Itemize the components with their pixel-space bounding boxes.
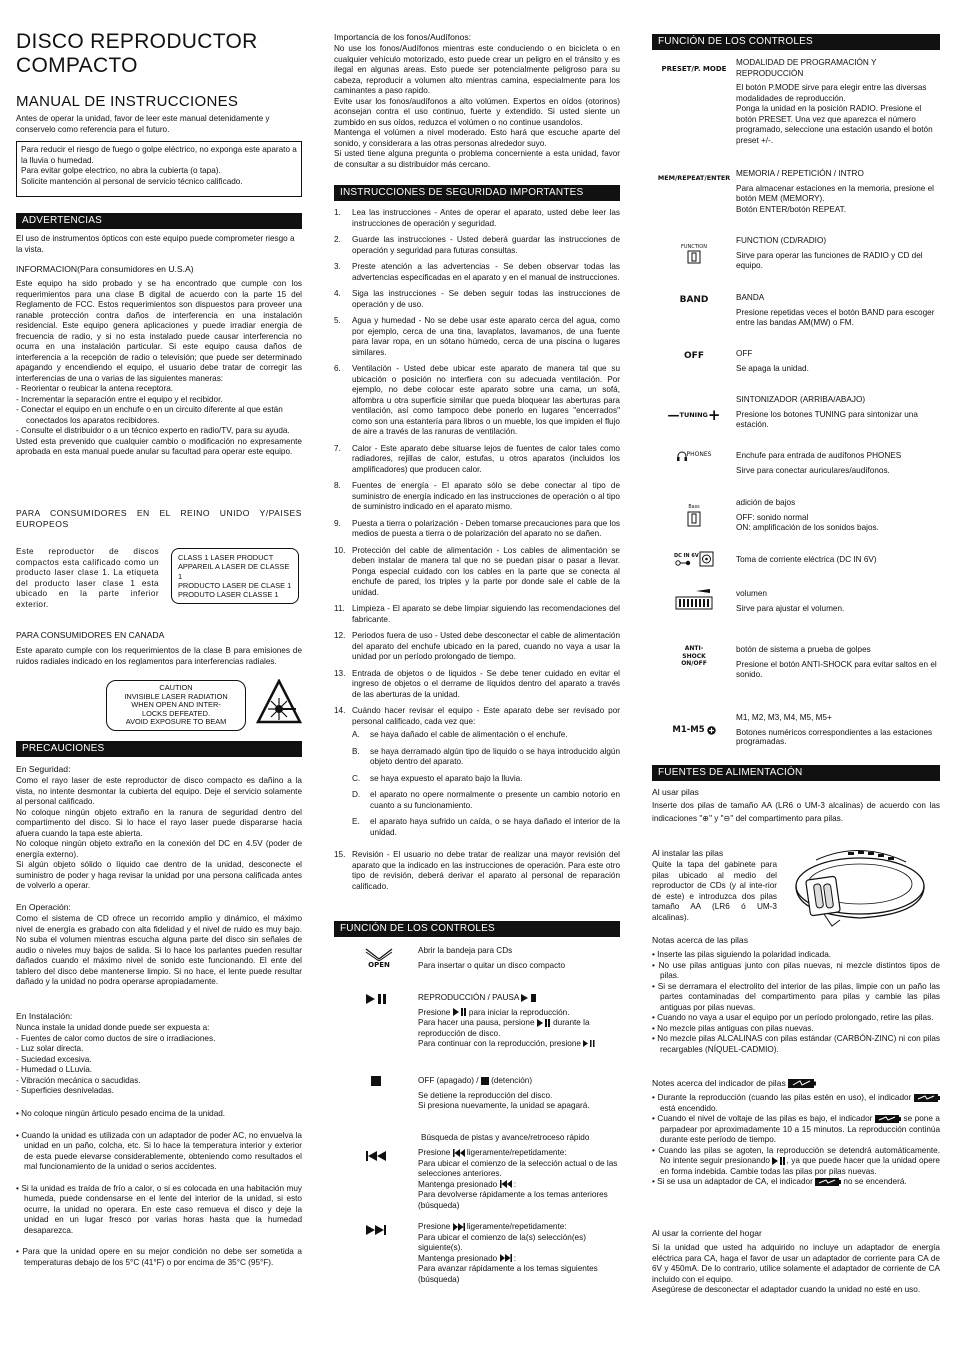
seguridad-text: Como el rayo laser de este reproductor de disco compacto es dañino a la vista, no intente desmontar la cubierta del equipo. Deje el servicio solamente al personal calificado. No coloque ningún objeto extraño en la ranura de seguridad dentro del compartimento del disco. Si lo hace el rayo laser puede dispararse hacia afuera cuando la tapa este abierta. No coloque ningún objeto extraño en la conexión del DC en 4.5V (poder de energía externo). Si algún objeto sólido o líquido cae dentro de la unidad, desconecte el suministro de poder y haga revisar la unidad por una persona calificada antes de volverlo a operar. <box>16 776 302 890</box>
tuning-label: TUNING <box>679 411 708 420</box>
control-text <box>418 1076 620 1112</box>
headphones-icon <box>677 451 687 461</box>
control-row-band <box>652 293 940 329</box>
open-icon <box>364 947 394 961</box>
caution-line: LOCKS DEFEATED. <box>141 708 211 718</box>
control-desc: Presione ligeramente/repetidamente: <box>418 1148 567 1157</box>
caution-line: INVISIBLE LASER RADIATION <box>124 691 228 701</box>
notas-list <box>652 950 940 1055</box>
control-row-volume <box>652 589 940 614</box>
bass-icon-wrap <box>652 498 736 534</box>
warning-line: Solicite mantención al personal de servicio técnico calificado. <box>21 176 243 186</box>
info-text: Este equipo ha sido probado y se ha encontrado que cumple con los requerimientos para una clase B digital de acuerdo con la parte 15 del Reglamento de FCC. Estos requerimientos son dispuestos para proveer una ranable protección contra daños de interferencia en una instalación residencial. Este equipo genera aplicaciones y puede irradiar energia de frecuencia de radio, y si no esta instalado puede causar interferencia no ocurra en una instalación particular. Si este equipo causa daños de interferencia a la recepción de radio o televisión; que puede ser determinado apagando y encendiendo el equipo, el usuario debe tratar de corregir las interferencias de una o varias de las siguientes maneras: <box>16 279 302 383</box>
fonos-heading: Importancia de los fonos/Audífonos: <box>334 32 472 42</box>
control-heading: OFF (apagado) / (detención) <box>418 1076 533 1085</box>
control-desc: Presione los botones TUNING para sintonizar una estación. <box>736 409 918 429</box>
off-icon: OFF <box>684 351 704 361</box>
play-pause-small-icon <box>521 994 537 1002</box>
document-title <box>16 30 302 78</box>
control-row-phones <box>652 451 940 476</box>
control-row-off <box>652 349 940 374</box>
safety-list <box>334 208 620 898</box>
battery-indicator-icon <box>914 1094 940 1102</box>
control-text <box>418 1222 620 1285</box>
control-row-function <box>652 236 940 272</box>
list-item: 5. Agua y humedad - No se debe usar este aparato cerca del agua, como por ejemplo, cerca de una tina, lavaplatos, lavamanos, de una fuente para lavar ropa, en un sótano húmedo, cerca de una piscina o lugares similares. <box>334 316 620 357</box>
section-header-alimentacion: FUENTES DE ALIMENTACIÓN <box>652 765 940 781</box>
bass-label: Bass <box>688 504 700 510</box>
list-item: B. se haya derramado algún tipo de liquido o se haya introducido algún objeto dentro del aparato. <box>352 746 620 766</box>
operacion-heading: En Operación: <box>16 902 71 912</box>
list-item: 14. Cuándo hacer revisar el equipo - Este aparato debe ser revisado por personal calificado, cada vez que: A. se haya dañado el cable de alimentación o el enchufe. B. se haya derramado algún tipo de liquido o se haya introducido algún objeto dentro del aparato. C. se haya expuesto el aparato bajo la lluvia. D. el aparato no opere normalmente o presente un cambio notorio en cuanto a su funcionamiento. E. el aparato haya sufrido un caída, o se haya dañado el interior de la unidad. <box>334 706 620 837</box>
control-desc: Para ubicar el comienzo de la selección actual o de las selecciones anteriores. <box>418 1158 618 1178</box>
control-desc: Presione repetidas veces el botón BAND para escoger entre las bandas AM(MW) o FM. <box>736 307 935 327</box>
control-text <box>418 1148 620 1211</box>
dc-in-label: DC IN 6V <box>674 553 699 559</box>
section-header-seguridad: INSTRUCCIONES DE SEGURIDAD IMPORTANTES <box>334 185 620 201</box>
list-item: • Cuando no vaya a usar el equipo por un período prolongado, retire las pilas. <box>652 1013 934 1022</box>
control-desc: Botones numéricos correspondientes a las estaciones programadas. <box>736 727 933 746</box>
control-text <box>736 349 940 374</box>
hogar-heading: Al usar la corriente del hogar <box>652 1228 762 1238</box>
control-desc: Para devolverse rápidamente a los temas anteriores (búsqueda) <box>418 1190 608 1210</box>
indicador-list <box>652 1093 940 1188</box>
open-icon-wrap <box>334 946 418 971</box>
list-item: 9. Puesta a tierra o polarización - Deben tomarse precauciones para que los medios de puesta a tierra o de polarización del aparato no se dañen. <box>334 518 620 538</box>
control-desc: Se detiene la reproducción del disco. Si presiona nuevamente, la unidad se apagará. <box>418 1090 590 1110</box>
fonos-text: No use los fonos/Audífonos mientras este conduciendo o en bicicleta o en cualquier vehículo motorizado, esto puede crear un peligro en el tránsito y es ilegal en algunas areas. Esto puede ser potencialmente peligroso para su cabeza, reproducir a volumen alto mientras camina, especialmente para los caminantes a paso rapido. Evite usar los fonos/audífonos a alto volúmen. Expertos en oídos (otorinos) aconsejan contra el uso continuo, fuerte y extendido. Si usted siente un zumbido en sus oídos, reduzca el volúmen o no continue usandolos. Mantenga el volúmen a nivel moderado. Esto hará que escuche aparte del sonido, y considerara a las otras personas alrededor suyo. Si usted tiene alguna pregunta o problema concerniente a esta unidad, favor de consultar a su distribuidor más cercano. <box>334 44 620 169</box>
list-item: • No use pilas antiguas junto con pilas nuevas, ni mezcle distintos tipos de pilas. <box>652 960 940 980</box>
dc-in-icon <box>674 549 714 569</box>
label-line: APPAREIL A LASER DE CLASSE 1 <box>178 562 290 581</box>
skip-back-icon <box>366 1151 386 1161</box>
class1-laser-label <box>171 548 299 604</box>
control-desc: Presione el botón ANTI-SHOCK para evitar saltos en el sonido. <box>736 659 937 679</box>
interference-list <box>16 384 302 437</box>
list-item: • Para que la unidad opere en su mejor condición no debe ser sometida a temperaturas debajo de los 5°C (41°F) o por encima de 35°C (95°F). <box>16 1247 302 1267</box>
prev-icon-wrap <box>334 1148 418 1211</box>
volume-wheel-icon <box>674 589 714 611</box>
instalacion-block <box>16 1023 302 1097</box>
control-row-next <box>334 1222 620 1285</box>
control-row-preset <box>652 58 940 146</box>
control-text <box>418 993 620 1050</box>
section-header-funcion-2: FUNCIÓN DE LOS CONTROLES <box>652 34 940 50</box>
control-text <box>418 946 620 971</box>
list-item: 13. Entrada de objetos o de liquidos - Se debe tener cuidado en evitar el ingreso de objetos o el derrame de líquidos dentro del aparato a través de las aberturas de la unidad. <box>334 668 620 699</box>
control-heading: Abrir la bandeja para CDs <box>418 946 513 955</box>
control-heading: OFF <box>736 349 753 358</box>
antishock-icon-wrap <box>652 645 736 681</box>
play-pause-icon-wrap <box>334 993 418 1050</box>
plus-circle-icon <box>707 726 716 735</box>
list-item: 12. Periodos fuera de uso - Usted debe desconectar el cable de alimentación del aparato del enchufe ubicado en la pared, cuando no vaya a usar la unidad por un período prolongado de tiempo. <box>334 631 620 661</box>
function-switch-icon <box>687 250 701 264</box>
list-item: 15. Revisión - El usuario no debe tratar de realizar una mayor revisión del aparato que la indicado en las instrucciones de operación. Para este otro tipo de revisión, deberá derivar el aparato al personal de reparación calificado. <box>334 850 620 891</box>
bass-switch-icon <box>687 511 701 527</box>
control-row-bass <box>652 498 940 534</box>
volume-icon-wrap <box>652 589 736 614</box>
control-desc: Sirve para ajustar el volumen. <box>736 603 845 613</box>
list-item: • Si se derramara el electrolito del interior de las pilas, limpie con un paño las partes contaminadas del compartimento para pilas y cambie las pilas antiguas por pilas nuevas. <box>652 981 940 1012</box>
list-item: 2. Guarde las instrucciones - Usted deberá guardar las instrucciones de operación y seguridad para futuras consultas. <box>334 235 620 255</box>
control-row-prev <box>334 1148 620 1211</box>
manual-title: MANUAL DE INSTRUCCIONES <box>16 93 239 110</box>
list-item: 4. Siga las instrucciones - Se deben seguir todas las instrucciones de operación y de uso. <box>334 289 620 309</box>
title-line-1: DISCO REPRODUCTOR <box>16 30 258 53</box>
control-desc: Presione ligeramente/repetidamente: <box>418 1222 567 1231</box>
control-text <box>736 589 940 614</box>
list-item: • Si la unidad es traída de frío a calor, o si es colocada en una habitación muy humeda, puede condensarse en el lente del interior de la unidad, si esto ocurre, la unidad no operara. En este caso remueva el disco y deje la unidad en un lugar fresco por varias horas hasta que la humedad desaparezca. <box>16 1183 302 1235</box>
control-heading: Toma de corriente eléctrica (DC IN 6V) <box>736 555 877 564</box>
laser-warning-icon <box>256 679 302 725</box>
label-line: PRODUTO LASER CLASSE 1 <box>178 590 279 599</box>
control-row-play <box>334 993 620 1050</box>
next-icon-wrap <box>334 1222 418 1285</box>
caution-line: WHEN OPEN AND INTER- <box>131 700 221 710</box>
battery-indicator-icon <box>788 1079 816 1088</box>
info-block <box>16 279 302 458</box>
function-label: FUNCTION <box>681 243 707 250</box>
control-row-memory-buttons <box>652 713 940 746</box>
list-item: - Luz solar directa. <box>16 1044 84 1053</box>
canada-text: Este aparato cumple con los requerimientos de la clase B para emisiones de ruidos radiales indicado en los reglamentos para interferencias radiales. <box>16 646 302 666</box>
mem-icon: MEM/REPEAT/ENTER <box>657 174 731 182</box>
list-item: 7. Calor - Este aparato debe situarse lejos de fuentes de calor tales como radiadores, rejillas de calor, estufas, u otros aparatos (incluidos los amplificadores) que producen calor. <box>334 443 620 474</box>
control-text <box>736 549 940 570</box>
list-item: 11. Limpieza - El aparato se debe limpiar siguiendo las recomendaciones del fabricante. <box>334 604 620 624</box>
caution-line: CAUTION <box>159 683 193 692</box>
list-item: - Conectar el equipo en un enchufe o en un circuito diferente al que están conectados los aparatos recibidores. <box>16 405 283 425</box>
control-heading: FUNCTION (CD/RADIO) <box>736 236 827 245</box>
control-row-tuning <box>652 395 940 431</box>
control-text <box>736 395 940 431</box>
control-heading: botón de sistema a prueba de golpes <box>736 645 871 654</box>
control-desc: Para ubicar el comienzo de la(s) selección(es) siguiente(s). <box>418 1232 586 1252</box>
intro-text: Antes de operar la unidad, favor de leer este manual detenidamente y conservelo como referencia para el futuro. <box>16 114 270 134</box>
play-pause-icon <box>365 993 387 1005</box>
caution-label <box>106 680 246 731</box>
control-desc: Para hacer una pausa, persione durante la reproducción de disco. <box>418 1018 590 1038</box>
control-heading: MEMORIA / REPETICIÓN / INTRO <box>736 169 864 178</box>
indicador-heading: Notes acerca del indicador de pilas <box>652 1078 940 1089</box>
control-heading: MODALIDAD DE PROGRAMACIÓN Y REPRODUCCIÓN <box>736 58 877 78</box>
section-header-precauciones: PRECAUCIONES <box>16 741 302 757</box>
m1-m5-icon-wrap <box>652 713 736 746</box>
pilas-heading: Al usar pilas <box>652 787 699 797</box>
control-row-stop <box>334 1076 620 1112</box>
operacion-text: Como el sistema de CD ofrece un recorrido amplio y dinámico, el máximo nivel de energía es grabado con alta fidelidad y el nivel de ruido es muy bajo. No suba el volumen mientras escucha alguna parte del disco sin señales de audio o niveles muy bajos de salida. Si lo hace los parlantes pueden resultar dañados cuando el máximo nivel de sonido este funcionando. El ente del tablero del disco debe mantenerse limpio. Si no hace, el lente puede resultar dañado y la unidad no podra operarse apropiadamente. <box>16 914 302 986</box>
control-desc: Para insertar o quitar un disco compacto <box>418 960 565 970</box>
control-text <box>736 58 940 146</box>
list-item: - Incrementar la separación entre el equipo y el recibidor. <box>16 394 223 404</box>
list-item: • Inserte las pilas siguiendo la polaridad indicada. <box>652 950 832 959</box>
control-text <box>736 713 940 746</box>
list-item: - Consulte el distribuidor o a un técnico experto en radio/TV, para su ayuda. <box>16 426 290 435</box>
tuning-icon-wrap <box>652 395 736 431</box>
list-item: - Reorientar o reubicar la antena receptora. <box>16 384 174 393</box>
control-heading: Enchufe para entrada de audífonos PHONES <box>736 451 902 460</box>
control-text <box>736 236 940 272</box>
control-row-open <box>334 946 620 971</box>
control-text <box>736 169 940 215</box>
list-item: 6. Ventilación - Usted debe ubicar este aparato de manera tal que su ubicación o posición no interfiera con su adecuada ventilación. Por ejemplo, no debe colocar este aparato sobre una cama, un sofá, alfombra u otra superficie similar que pueda bloquear las aberturas para ventilación, así como tampoco debe ponerlo en lugares "encerrados" como son una estantería para libros o un mueble, los que impiden el flujo de aire a través de las ranuras de ventilación. <box>334 364 620 436</box>
list-item: E. el aparato haya sufrido un caída, o se haya dañado el interior de la unidad. <box>352 817 620 837</box>
instalar-text: Quite la tapa del gabinete para pilas ubicado al medio del reproductor de CDs (y al inte-rior de este) e introduzca dos pilas tamaño AA (LR6 ó UM-3 alcalinas). <box>652 860 777 922</box>
title-line-2: COMPACTO <box>16 54 138 77</box>
control-desc: Para almacenar estaciones en la memoria, presione el botón MEM (MEMORY). Botón ENTER/botón REPEAT. <box>736 183 934 214</box>
section-header-funcion: FUNCIÓN DE LOS CONTROLES <box>334 921 620 937</box>
caution-line: AVOID EXPOSURE TO BEAM <box>125 717 227 727</box>
uk-heading: PARA CONSUMIDORES EN EL REINO UNIDO Y/PAISES EUROPEOS <box>16 508 302 529</box>
battery-indicator-icon <box>875 1115 901 1123</box>
control-desc: Sirve para conectar auriculares/audífonos. <box>736 465 890 475</box>
control-text <box>736 293 940 329</box>
control-text <box>736 645 940 681</box>
list-item: • No mezcle pilas ALCALINAS con pilas estándar (CARBÓN-ZINC) ni con pilas recargables (NÍQUEL-CADMIO). <box>652 1034 940 1054</box>
tuning-plus-icon: + <box>707 405 721 424</box>
list-item: • Cuando las pilas se agoten, la reproducción se detendrá automáticamente. No intente seguir presionando , ya que puede hacer que la unidad opere en forma indebida. Cambie todas las pilas por pilas nuevas. <box>652 1145 940 1176</box>
skip-forward-small-icon <box>453 1223 465 1231</box>
play-pause-small-icon <box>583 1040 595 1047</box>
notas-heading: Notas acerca de las pilas <box>652 935 749 945</box>
cd-player-battery-illustration <box>788 830 928 928</box>
control-desc: OFF: sonido normal ON: amplificación de los sonidos bajos. <box>736 512 879 532</box>
control-desc: Sirve para operar las funciones de RADIO y CD del equipo. <box>736 250 923 270</box>
play-pause-small-icon <box>772 1157 786 1165</box>
list-item: - Humedad o LLuvia. <box>16 1065 93 1074</box>
list-item: • Cuando la unidad es utilizada con un adaptador de poder AC, no envuelva la unidad en un paño, colcha, etc. Si lo hace la temperatura interior y exterior de esta puede elevarse considerablemente, obteniendo como resultados el mal funcionamiento de la unidad o serios accidentes. <box>16 1130 302 1171</box>
hogar-text: Si la unidad que usted ha adquirido no incluye un adaptador de energía eléctrica para CA, haga el favor de usar un adaptador de corriente para CA de 6V y 450mA. De lo contrario, utilice solamente el adaptador de corriente de CA incluido con el equipo. Asegúrese de desconectar el adaptador cuando la unidad no esté en uso. <box>652 1243 940 1294</box>
control-heading: BANDA <box>736 293 765 302</box>
control-heading: SINTONIZADOR (ARRIBA/ABAJO) <box>736 395 866 404</box>
pilas-text: Inserte dos pilas de tamaño AA (LR6 o UM-3 alcalinas) de acuerdo con las indicaciones "⊕" y "⊖" del compartimento para pilas. <box>652 801 940 824</box>
dc-in-icon-wrap <box>652 549 736 570</box>
stop-icon-wrap <box>334 1076 418 1112</box>
warning-line: Para evitar golpe electrico, no abra la cubierta (o tapa). <box>21 166 221 175</box>
list-item: - Suciedad excesiva. <box>16 1054 92 1064</box>
list-item: • No coloque ningún árticulo pesado encima de la unidad. <box>16 1109 226 1118</box>
seguridad-heading: En Seguridad: <box>16 764 71 774</box>
skip-forward-small-icon <box>500 1254 512 1262</box>
list-item: • Durante la reproducción (cuando las pilas estén en uso), el indicador está encendido. <box>652 1093 940 1114</box>
label-line: CLASS 1 LASER PRODUCT <box>178 553 274 562</box>
control-row-mem <box>652 169 940 215</box>
stop-small-icon <box>481 1077 489 1085</box>
list-item: • Cuando el nivel de voltaje de las pilas es bajo, el indicador se pone a parpadear por aproximadamente 10 a 15 minutos. La reproducción continúa durante este período de tiempo. <box>652 1114 940 1144</box>
instalar-heading: Al instalar las pilas <box>652 848 724 858</box>
control-desc: Presione para iniciar la reproducción. <box>418 1007 570 1017</box>
control-heading: M1, M2, M3, M4, M5, M5+ <box>736 713 832 722</box>
control-heading: adición de bajos <box>736 498 796 507</box>
function-icon-wrap <box>652 236 736 272</box>
list-item: - Vibración mecánica o sacudidas. <box>16 1075 141 1085</box>
list-item: D. el aparato no opere normalmente o presente un cambio notorio en cuanto a su funcionamiento. <box>352 790 620 810</box>
warning-box <box>16 141 302 197</box>
closing-text: Usted esta prevenido que cualquier cambio o modificación no expresamente aprobada en esta manual puede anular su facultad para operar este equipo. <box>16 436 302 456</box>
canada-heading: PARA CONSUMIDORES EN CANADA <box>16 630 165 640</box>
control-text <box>736 498 940 534</box>
precauciones-bullets <box>16 1109 302 1268</box>
instalacion-intro: Nunca instale la unidad donde puede ser expuesta a: <box>16 1023 210 1032</box>
list-item: - Superficies desniveladas. <box>16 1086 114 1095</box>
battery-indicator-icon <box>815 1178 841 1186</box>
control-heading: REPRODUCCIÓN / PAUSA <box>418 993 620 1004</box>
control-desc: Para avanzar rápidamente a los temas siguientes (búsqueda) <box>418 1264 598 1284</box>
section-header-advertencias: ADVERTENCIAS <box>16 213 302 229</box>
control-desc: Se apaga la unidad. <box>736 363 809 373</box>
info-heading: INFORMACION(Para consumidores en U.S.A) <box>16 264 194 274</box>
control-heading: volumen <box>736 589 767 598</box>
list-item: - Fuentes de calor como ductos de sire o irradiaciones. <box>16 1033 216 1043</box>
antishock-icon: ANTI-SHOCK ON/OFF <box>681 645 707 668</box>
preset-icon: PRESET/P. MODE <box>661 65 727 73</box>
m1-m5-label: M1-M5 <box>672 725 705 736</box>
control-row-antishock <box>652 645 940 681</box>
list-item: • No mezcle pilas antiguas con pilas nuevas. <box>652 1023 814 1033</box>
uk-text: Este reproductor de discos compactos esta calificado como un producto laser clase 1. La etiqueta del producto laser clase 1 esta ubicado en la parte inferior exterior. <box>16 547 159 609</box>
control-desc: Para continuar con la reproducción, presione <box>418 1039 620 1050</box>
phones-label: PHONES <box>686 451 712 458</box>
list-item: 8. Fuentes de energía - El aparato sólo se debe conectar al tipo de suministro de energía indicado en las instrucciones de operación o al tipo de suministro indicado en el aparato mismo. <box>334 481 620 511</box>
control-row-dcin <box>652 549 940 570</box>
control-desc: Mantenga presionado : <box>418 1179 517 1189</box>
list-item: 10. Protección del cable de alimentación - Los cables de alimentación se deben instalar de manera tal que no se puedan pisar o pasar a llevar. Ponga especial cuidado con los cables en la parte que se conecta al enchufe de pared, los triples y la parte por donde sale el cable de la unidad. <box>334 545 620 597</box>
warning-line: Para reducir el riesgo de fuego o golpe eléctrico, no exponga este aparato a la lluvia o humedad. <box>21 145 297 165</box>
skip-heading: Búsqueda de pistas y avance/retroceso rápido <box>421 1133 590 1142</box>
label-line: PRODUCTO LASER DE CLASE 1 <box>178 580 292 590</box>
list-item: 3. Preste atención a las advertencias - Se deben observar todas las advertencias especificadas en el aparato y en el manual de instrucciones. <box>334 262 620 282</box>
control-desc: Mantenga presionado : <box>418 1253 517 1263</box>
control-text <box>736 451 940 476</box>
subitem-list <box>352 730 620 838</box>
list-item: 1. Lea las instrucciones - Antes de operar el aparato, usted debe leer las instrucciones de operación y seguridad. <box>334 208 620 228</box>
stop-icon <box>371 1076 381 1086</box>
phones-icon-wrap <box>652 451 736 476</box>
tuning-minus-icon: — <box>667 407 680 422</box>
skip-back-small-icon <box>500 1180 512 1188</box>
play-pause-small-icon <box>537 1019 551 1027</box>
list-item: C. se haya expuesto el aparato bajo la lluvia. <box>352 773 523 783</box>
instalacion-heading: En Instalación: <box>16 1011 73 1021</box>
instalacion-list <box>16 1034 302 1097</box>
skip-forward-icon <box>366 1225 386 1235</box>
band-icon: BAND <box>679 295 709 305</box>
play-pause-small-icon <box>453 1008 467 1016</box>
control-desc: El botón P.MODE sirve para elegir entre las diversas modalidades de reproducción. Ponga la unidad en la posición RADIO. Presione el botón PRESET. Una vez que aparezca el número programado, seleccione una estación usando el botón preset +/-. <box>736 83 933 145</box>
list-item: A. se haya dañado el cable de alimentación o el enchufe. <box>352 730 568 739</box>
skip-back-small-icon <box>453 1149 465 1157</box>
open-label: OPEN <box>368 961 390 970</box>
advertencias-text: El uso de instrumentos ópticos con este equipo puede comprometer riesgo a la vista. <box>16 234 295 254</box>
list-item: • Si se usa un adaptador de CA, el indicador no se encenderá. <box>652 1177 907 1186</box>
